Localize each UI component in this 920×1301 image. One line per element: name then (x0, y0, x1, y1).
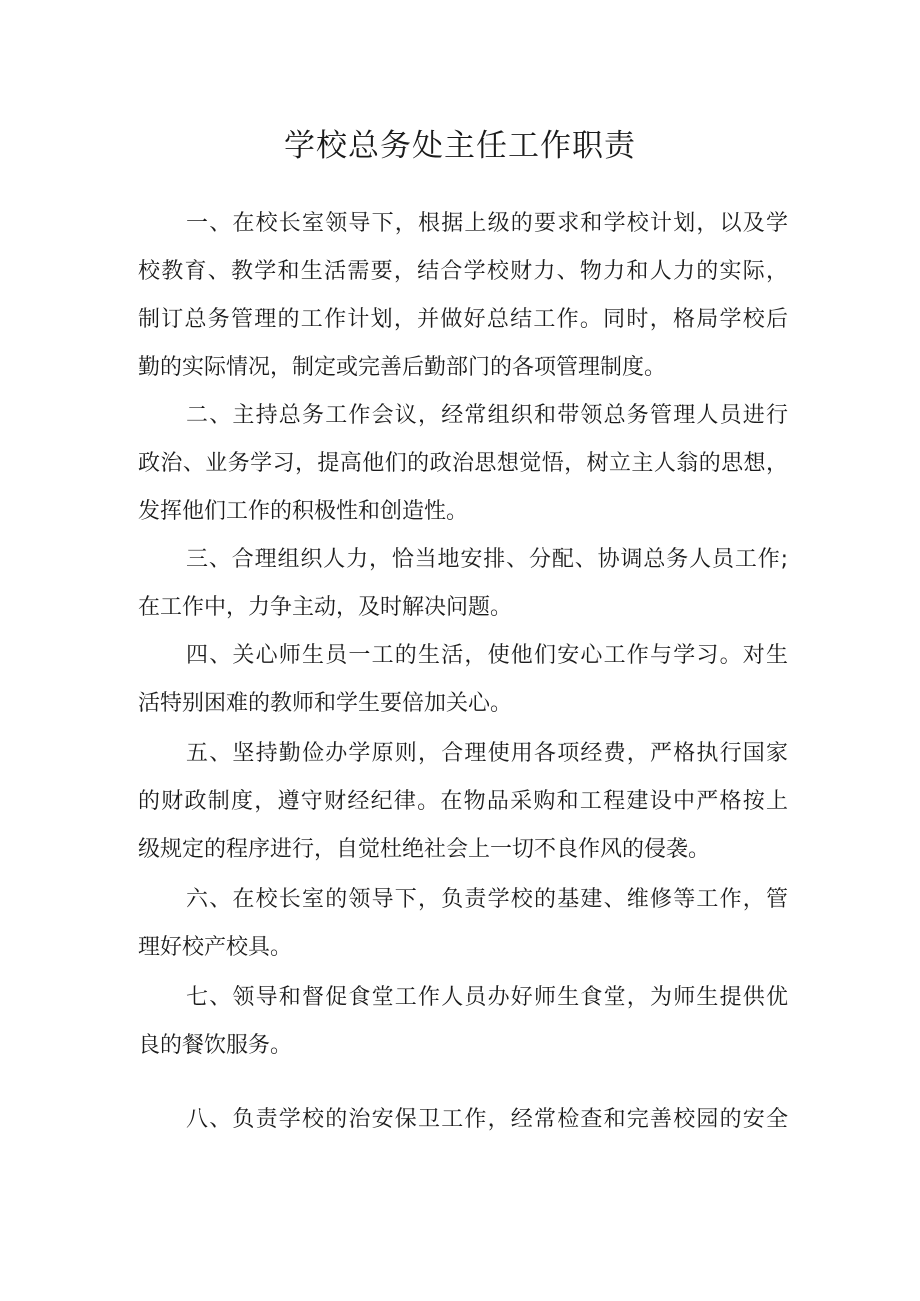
paragraph-5-line-3: 级规定的程序进行，自觉杜绝社会上一切不良作风的侵袭。 (138, 837, 711, 862)
paragraph-6-line-2: 理好校产校具。 (138, 935, 293, 960)
paragraph-7-line-2: 良的餐饮服务。 (138, 1033, 293, 1058)
paragraph-5-line-2: 的财政制度，遵守财经纪律。在物品采购和工程建设中严格按上 (138, 789, 788, 814)
paragraph-6-line-1: 六、在校长室的领导下，负责学校的基建、维修等工作，管 (186, 887, 788, 912)
paragraph-8-line-1: 八、负责学校的治安保卫工作，经常检查和完善校园的安全 (186, 1107, 788, 1132)
paragraph-1-line-1: 一、在校长室领导下，根据上级的要求和学校计划，以及学 (186, 211, 788, 236)
paragraph-7-line-1: 七、领导和督促食堂工作人员办好师生食堂，为师生提供优 (186, 985, 788, 1010)
paragraph-5-line-1: 五、坚持勤俭办学原则，合理使用各项经费，严格执行国家 (186, 741, 788, 766)
paragraph-2-line-2: 政治、业务学习，提高他们的政治思想觉悟，树立主人翁的思想， (138, 451, 788, 476)
paragraph-1-line-3: 制订总务管理的工作计划，并做好总结工作。同时，格局学校后 (138, 307, 788, 332)
paragraph-3-line-1: 三、合理组织人力，恰当地安排、分配、协调总务人员工作; (186, 547, 788, 572)
paragraph-2-line-3: 发挥他们工作的积极性和创造性。 (138, 499, 469, 524)
paragraph-4-line-2: 活特别困难的教师和学生要倍加关心。 (138, 691, 513, 716)
paragraph-3-line-2: 在工作中，力争主动，及时解决问题。 (138, 595, 513, 620)
paragraph-2-line-1: 二、主持总务工作会议，经常组织和带领总务管理人员进行 (186, 403, 788, 428)
paragraph-4-line-1: 四、关心师生员一工的生活，使他们安心工作与学习。对生 (186, 643, 788, 668)
paragraph-1-line-4: 勤的实际情况，制定或完善后勤部门的各项管理制度。 (138, 355, 667, 380)
paragraph-1-line-2: 校教育、教学和生活需要，结合学校财力、物力和人力的实际， (138, 259, 788, 284)
document-title: 学校总务处主任工作职责 (284, 128, 636, 164)
